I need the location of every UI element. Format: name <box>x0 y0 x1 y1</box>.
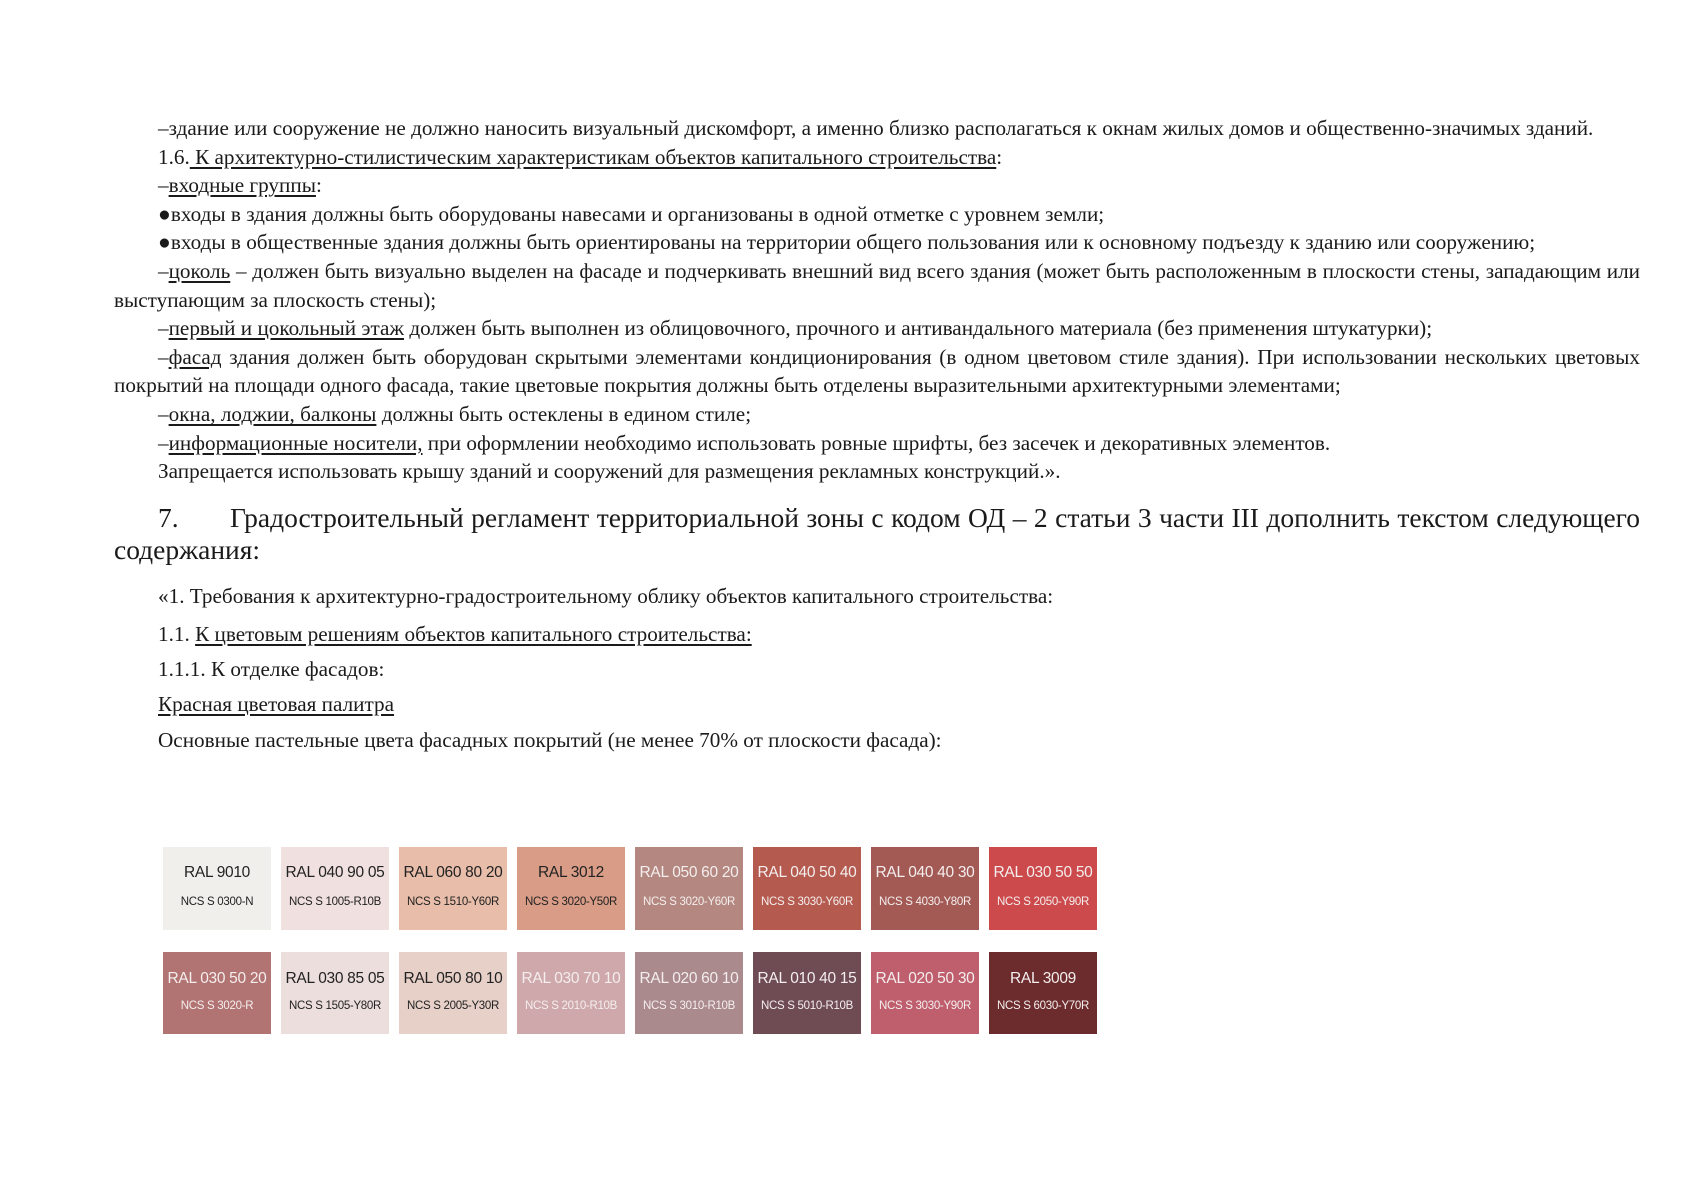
palette-description: Основные пастельные цвета фасадных покрытий (не менее 70% от плоскости фасада): <box>158 728 942 753</box>
ncs-code: NCS S 0300-N <box>180 896 254 908</box>
roof-prohibition: Запрещается использовать крышу зданий и сооружений для размещения рекламных конструкций.». <box>158 459 1061 484</box>
entrance-groups-heading <box>114 171 1640 200</box>
term-info-carriers: информационные носители, <box>168 430 423 455</box>
ral-code: RAL 030 70 10 <box>521 970 621 987</box>
paragraph-visual-discomfort: –здание или сооружение не должно наносить визуальный дискомфорт, а именно близко располагаться к окнам жилых домов и общественно-значимых зданий. <box>158 116 1594 140</box>
ral-code: RAL 040 50 40 <box>757 864 857 881</box>
color-swatch <box>871 847 979 930</box>
ral-code: RAL 030 50 20 <box>167 970 267 987</box>
palette-row-1 <box>163 847 1185 930</box>
bullet-icon: ● <box>158 230 171 255</box>
ral-code: RAL 050 80 10 <box>403 970 503 987</box>
ral-code: RAL 3009 <box>1010 970 1076 987</box>
palette-title: Красная цветовая палитра <box>158 691 395 716</box>
term-first-floor: первый и цокольный этаж <box>168 316 405 341</box>
color-swatch <box>281 952 389 1034</box>
term-facade: фасад <box>168 344 222 369</box>
ncs-code: NCS S 2010-R10B <box>524 1000 618 1012</box>
bullet-text: входы в общественные здания должны быть ориентированы на территории общего пользования или к основному подъезду к зданию или сооружению; <box>170 230 1536 255</box>
color-swatch <box>871 952 979 1034</box>
first-floor-paragraph <box>114 314 1640 343</box>
requirements-intro: «1. Требования к архитектурно-градостроительному облику объектов капитального строительства: <box>158 583 1054 608</box>
dash: – <box>158 401 169 426</box>
section-title: К архитектурно-стилистическим характеристикам объектов капитального строительства <box>189 144 997 169</box>
paragraph-text: должен быть выполнен из облицовочного, прочного и антивандального материала (без применения штукатурки); <box>404 316 1433 341</box>
ncs-code: NCS S 1510-Y60R <box>406 896 500 908</box>
dash: – <box>158 430 169 455</box>
section-number: 1.1. <box>158 622 196 647</box>
colon: : <box>315 173 322 198</box>
windows-paragraph <box>114 400 1640 429</box>
ral-code: RAL 040 90 05 <box>285 864 385 881</box>
ral-code: RAL 040 40 30 <box>875 864 975 881</box>
section-7-heading <box>114 502 1640 566</box>
ncs-code: NCS S 2005-Y30R <box>406 1000 500 1012</box>
ral-code: RAL 020 60 10 <box>639 970 739 987</box>
ncs-code: NCS S 3030-Y60R <box>760 896 854 908</box>
color-swatch <box>163 952 271 1034</box>
ral-code: RAL 030 50 50 <box>993 864 1093 881</box>
color-swatch <box>399 847 507 930</box>
ral-code: RAL 9010 <box>184 864 250 881</box>
ral-code: RAL 050 60 20 <box>639 864 739 881</box>
ncs-code: NCS S 3020-Y60R <box>642 896 736 908</box>
dash: – <box>158 173 169 198</box>
color-swatch <box>753 952 861 1034</box>
ncs-code: NCS S 2050-Y90R <box>996 896 1090 908</box>
color-swatch <box>753 847 861 930</box>
ncs-code: NCS S 4030-Y80R <box>878 896 972 908</box>
bullet-item <box>114 200 1640 229</box>
paragraph-text: при оформлении необходимо использовать ровные шрифты, без засечек и декоративных элементов. <box>422 430 1331 455</box>
section-1-6 <box>114 143 1640 172</box>
ncs-code: NCS S 6030-Y70R <box>996 1000 1090 1012</box>
paragraph-text: здания должен быть оборудован скрытыми элементами кондиционирования (в одном цветовом стиле здания). При использовании нескольких цветовых покрытий на площади одного фасада, такие цветовые покрытия должны быть отделены выразительными архитектурными элементами; <box>114 344 1640 398</box>
color-swatch <box>517 847 625 930</box>
ncs-code: NCS S 1505-Y80R <box>288 1000 382 1012</box>
ral-code: RAL 3012 <box>538 864 604 881</box>
plinth-paragraph <box>114 257 1640 314</box>
palette-row-2 <box>163 952 1185 1034</box>
paragraph-text: – должен быть визуально выделен на фасаде и подчеркивать внешний вид всего здания (может быть расположенным в плоскости стены, западающим или выступающим за плоскость стены); <box>114 258 1640 312</box>
ncs-code: NCS S 3020-Y50R <box>524 896 618 908</box>
color-swatch <box>281 847 389 930</box>
facade-paragraph <box>114 343 1640 400</box>
ral-code: RAL 030 85 05 <box>285 970 385 987</box>
color-solutions-heading <box>114 620 1640 649</box>
ncs-code: NCS S 5010-R10B <box>760 1000 854 1012</box>
color-swatch <box>635 952 743 1034</box>
bullet-icon: ● <box>158 201 171 226</box>
colon: : <box>996 144 1003 169</box>
term-windows: окна, лоджии, балконы <box>168 401 377 426</box>
bullet-text: входы в здания должны быть оборудованы навесами и организованы в одной отметке с уровнем земли; <box>170 201 1105 226</box>
term-entrance-groups: входные группы <box>168 173 316 198</box>
ncs-code: NCS S 3020-R <box>180 1000 254 1012</box>
ral-code: RAL 020 50 30 <box>875 970 975 987</box>
dash: – <box>158 344 169 369</box>
section-title: К цветовым решениям объектов капитального строительства: <box>195 622 752 647</box>
paragraph-text: должны быть остеклены в едином стиле; <box>376 401 752 426</box>
document-page <box>114 114 1640 755</box>
color-swatch <box>989 952 1097 1034</box>
red-palette-heading <box>114 690 1640 719</box>
ncs-code: NCS S 3010-R10B <box>642 1000 736 1012</box>
dash: – <box>158 258 169 283</box>
section-title: Градостроительный регламент территориальной зоны с кодом ОД – 2 статьи 3 части III дополнить текстом следующего содержания: <box>114 501 1640 565</box>
color-swatch <box>399 952 507 1034</box>
color-swatch <box>635 847 743 930</box>
term-plinth: цоколь <box>168 258 231 283</box>
ral-code: RAL 060 80 20 <box>403 864 503 881</box>
color-swatch <box>517 952 625 1034</box>
ncs-code: NCS S 3030-Y90R <box>878 1000 972 1012</box>
bullet-item <box>114 228 1640 257</box>
info-carriers-paragraph <box>114 429 1640 458</box>
dash: – <box>158 316 169 341</box>
color-swatch <box>989 847 1097 930</box>
color-palette <box>163 847 1185 1034</box>
color-swatch <box>163 847 271 930</box>
ral-code: RAL 010 40 15 <box>757 970 857 987</box>
section-number: 7. <box>158 501 179 533</box>
ncs-code: NCS S 1005-R10B <box>288 896 382 908</box>
facade-finishing-heading: 1.1.1. К отделке фасадов: <box>158 656 385 681</box>
section-number: 1.6. <box>158 144 190 169</box>
